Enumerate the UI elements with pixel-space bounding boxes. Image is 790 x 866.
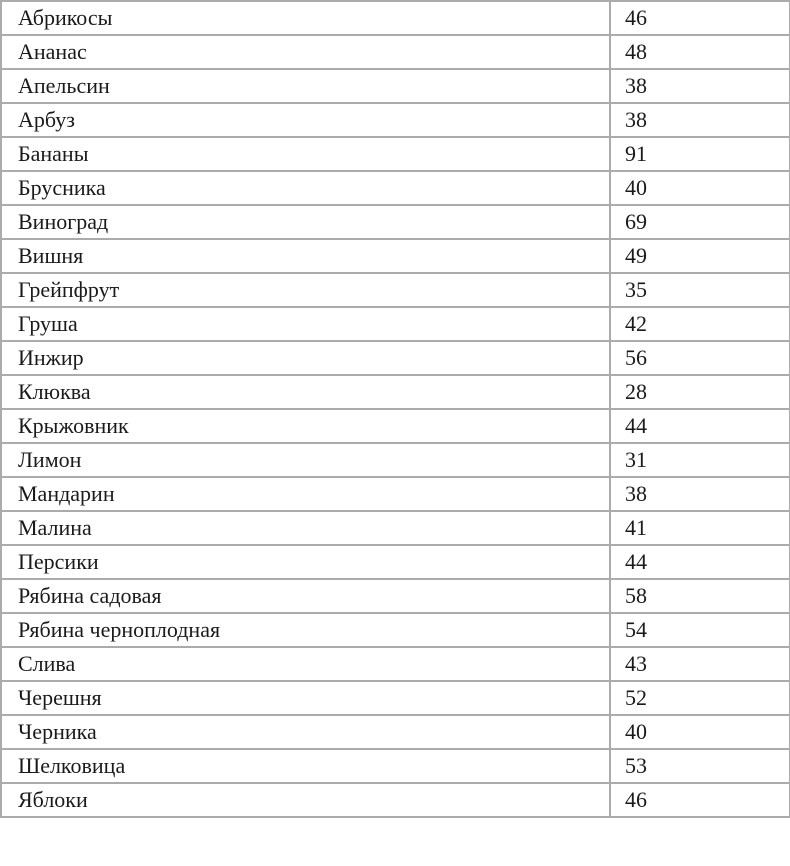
table-row [1, 307, 790, 341]
table-row [1, 69, 790, 103]
table-row [1, 103, 790, 137]
table-row [1, 443, 790, 477]
fruit-name-cell: Грейпфрут [1, 273, 610, 307]
value-cell: 58 [610, 579, 790, 613]
table-row [1, 171, 790, 205]
fruit-name-cell: Слива [1, 647, 610, 681]
fruit-name-cell: Рябина черноплодная [1, 613, 610, 647]
fruit-name-cell: Рябина садовая [1, 579, 610, 613]
value-cell: 48 [610, 35, 790, 69]
value-cell: 42 [610, 307, 790, 341]
value-cell: 54 [610, 613, 790, 647]
value-cell: 52 [610, 681, 790, 715]
table-row [1, 137, 790, 171]
fruit-name-cell: Инжир [1, 341, 610, 375]
fruit-name-cell: Яблоки [1, 783, 610, 817]
table-row [1, 647, 790, 681]
fruit-name-cell: Ананас [1, 35, 610, 69]
value-cell: 38 [610, 477, 790, 511]
fruit-name-cell: Мандарин [1, 477, 610, 511]
value-cell: 40 [610, 715, 790, 749]
value-cell: 44 [610, 409, 790, 443]
fruit-name-cell: Брусника [1, 171, 610, 205]
value-cell: 46 [610, 783, 790, 817]
table-row [1, 545, 790, 579]
table-row [1, 205, 790, 239]
fruit-name-cell: Арбуз [1, 103, 610, 137]
fruit-name-cell: Груша [1, 307, 610, 341]
table-row [1, 477, 790, 511]
fruit-name-cell: Апельсин [1, 69, 610, 103]
value-cell: 53 [610, 749, 790, 783]
fruit-name-cell: Малина [1, 511, 610, 545]
value-cell: 43 [610, 647, 790, 681]
value-cell: 91 [610, 137, 790, 171]
table-body [1, 1, 790, 817]
table-row [1, 681, 790, 715]
fruit-name-cell: Виноград [1, 205, 610, 239]
fruit-name-cell: Шелковица [1, 749, 610, 783]
value-cell: 49 [610, 239, 790, 273]
fruit-name-cell: Персики [1, 545, 610, 579]
fruit-name-cell: Черешня [1, 681, 610, 715]
table-row [1, 749, 790, 783]
value-cell: 41 [610, 511, 790, 545]
table-row [1, 409, 790, 443]
table-row [1, 579, 790, 613]
table-row [1, 273, 790, 307]
value-cell: 31 [610, 443, 790, 477]
value-cell: 69 [610, 205, 790, 239]
fruit-name-cell: Лимон [1, 443, 610, 477]
table-row [1, 511, 790, 545]
fruit-name-cell: Бананы [1, 137, 610, 171]
table-row [1, 715, 790, 749]
table-row [1, 1, 790, 35]
table-row [1, 613, 790, 647]
fruit-name-cell: Клюква [1, 375, 610, 409]
value-cell: 38 [610, 69, 790, 103]
fruit-name-cell: Крыжовник [1, 409, 610, 443]
fruit-name-cell: Вишня [1, 239, 610, 273]
fruit-name-cell: Черника [1, 715, 610, 749]
fruit-name-cell: Абрикосы [1, 1, 610, 35]
table-row [1, 783, 790, 817]
table-row [1, 375, 790, 409]
value-cell: 40 [610, 171, 790, 205]
value-cell: 46 [610, 1, 790, 35]
value-cell: 56 [610, 341, 790, 375]
value-cell: 44 [610, 545, 790, 579]
value-cell: 28 [610, 375, 790, 409]
value-cell: 38 [610, 103, 790, 137]
table-row [1, 239, 790, 273]
value-cell: 35 [610, 273, 790, 307]
table-row [1, 35, 790, 69]
table-row [1, 341, 790, 375]
